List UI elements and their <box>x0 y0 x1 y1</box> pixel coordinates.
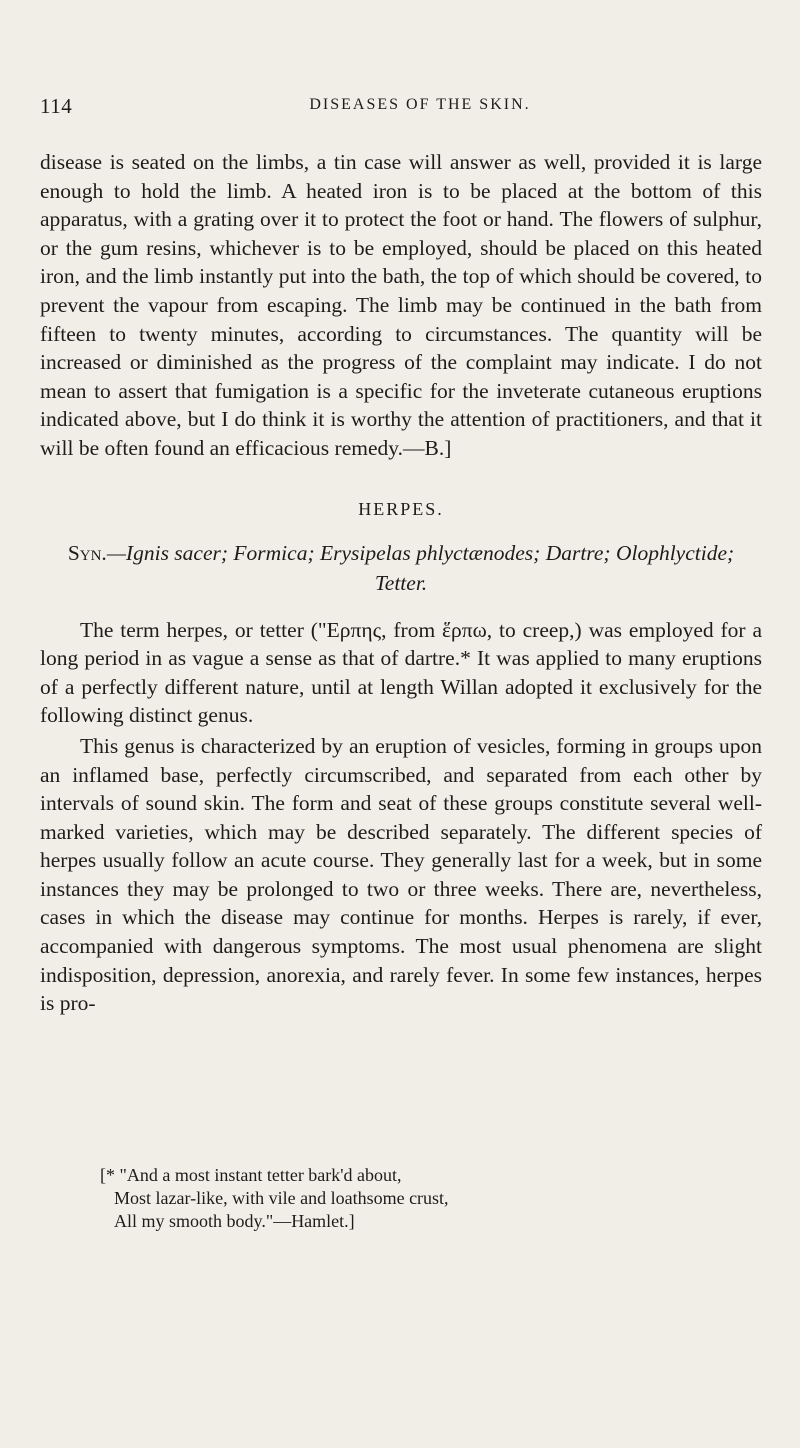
footnote-line-3: All my smooth body."—Hamlet.] <box>114 1211 355 1231</box>
herpes-paragraph-2: This genus is characterized by an eruption of vesicles, forming in groups upon an inflamed base, perfectly circumscribed, and separated from each other by intervals of sound skin. The form and seat of these groups constitute several well-marked varieties, which may be described separately. The different species of herpes usually follow an acute course. They generally last for a week, but in some instances they may be prolonged to two or three weeks. There are, nevertheless, cases in which the disease may continue for months. Herpes is rarely, if ever, accompanied with dangerous symptoms. The most usual phenomena are slight indisposition, depression, anorexia, and rarely fever. In some few instances, herpes is pro- <box>40 733 762 1016</box>
synonyms-label: Syn. <box>67 540 107 565</box>
synonyms-list: —Ignis sacer; Formica; Erysipelas phlyctænodes; Dartre; Olophlyctide; Tetter. <box>106 540 735 595</box>
section-heading: HERPES. <box>358 498 444 519</box>
footnote <box>100 1164 700 1233</box>
continuation-paragraph: disease is seated on the limbs, a tin case will answer as well, provided it is large enough to hold the limb. A heated iron is to be placed at the bottom of this apparatus, with a grating over it to protect the foot or hand. The flowers of sulphur, or the gum resins, whichever is to be employed, should be placed on this heated iron, and the limb instantly put into the bath, the top of which should be covered, to prevent the vapour from escaping. The limb may be continued in the bath from fifteen to twenty minutes, according to circumstances. The quantity will be increased or diminished as the progress of the complaint may indicate. I do not mean to assert that fumigation is a specific for the inveterate cutaneous eruptions indicated above, but I do think it is worthy the attention of practitioners, and that it will be often found an efficacious remedy.—B.] <box>40 150 762 460</box>
herpes-paragraph-1: The term herpes, or tetter ("Ερπης, from ἕρπω, to creep,) was employed for a long period in as vague a sense as that of dartre.* It was applied to many eruptions of a perfectly different nature, until at length Willan adopted it exclusively for the following distinct genus. <box>40 617 762 728</box>
footnote-line-1: [* "And a most instant tetter bark'd about, <box>100 1165 402 1185</box>
footnote-line-2: Most lazar-like, with vile and loathsome crust, <box>114 1188 449 1208</box>
page-number: 114 <box>40 94 73 118</box>
running-head: DISEASES OF THE SKIN. <box>309 96 531 113</box>
synonyms-line <box>40 538 762 598</box>
body-text <box>40 148 762 1018</box>
